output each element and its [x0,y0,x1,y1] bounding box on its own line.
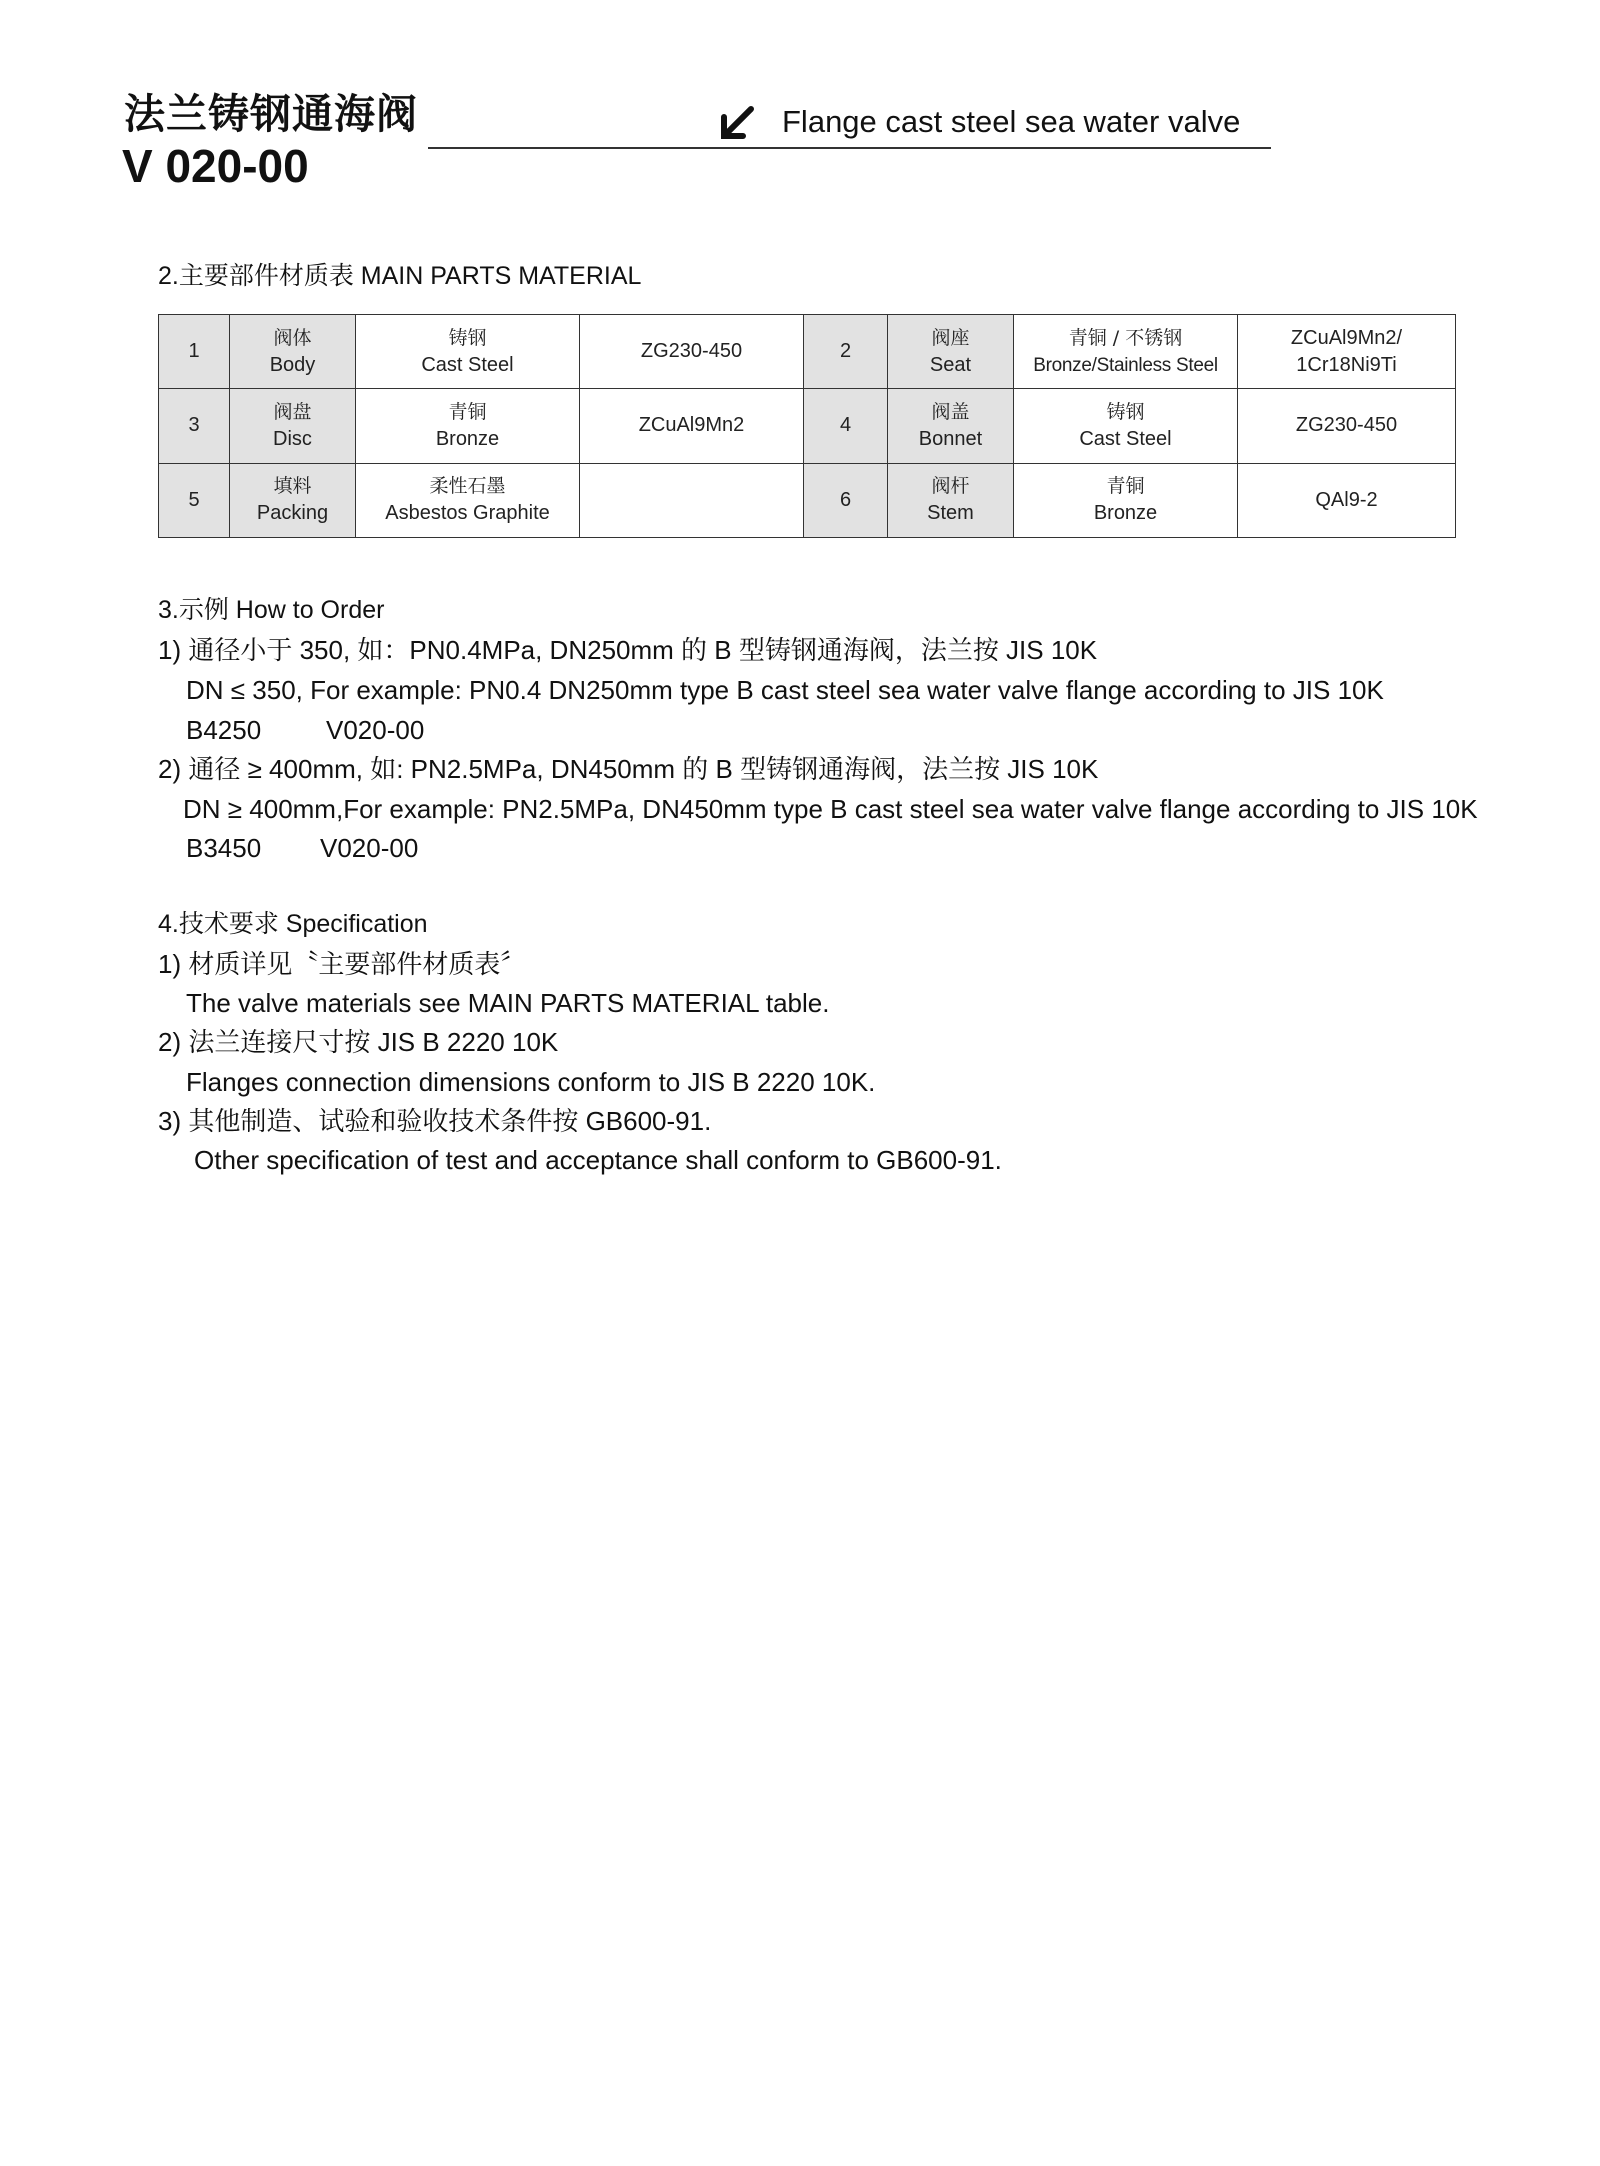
table-row [159,315,1456,389]
part-name-cn: 阀体 [273,326,312,349]
grade-line: QAl9-2 [1315,488,1378,511]
part-material [356,315,580,389]
order-code-1: V020-00 [326,715,425,745]
order-line-4: DN ≥ 400mm,For example: PN2.5MPa, DN450mm type B cast steel sea water valve flange according to JIS 10K [183,794,1478,824]
material-cn: 青铜 [1106,475,1145,498]
grade-line: ZG230-450 [1295,414,1398,437]
order-line-1: 1) 通径小于 350, 如：PN0.4MPa, DN250mm 的 B 型铸钢通海阀，法兰按 JIS 10K [158,635,1098,665]
material-en: Bronze/Stainless Steel [1033,354,1218,376]
order-line-3: 2) 通径 ≥ 400mm, 如: PN2.5MPa, DN450mm 的 B 型铸钢通海阀，法兰按 JIS 10K [158,754,1099,784]
part-name [888,315,1014,389]
part-name-cn: 填料 [273,475,312,498]
title-divider [428,147,1271,149]
part-name-cn: 阀盖 [931,400,970,423]
spec-line-1: 1) 材质详见〝主要部件材质表〞 [158,949,527,979]
order-line-2: DN ≤ 350, For example: PN0.4 DN250mm type B cast steel sea water valve flange according to JIS 10K [186,675,1384,705]
part-name-en: Packing [256,502,329,525]
part-number: 6 [804,463,888,537]
material-en: Asbestos Graphite [385,502,550,525]
order-code-2: V020-00 [320,833,419,863]
part-number: 4 [804,389,888,463]
part-number: 3 [159,389,230,463]
order-model-1: B4250 [186,715,262,745]
model-code: V 020-00 [122,140,309,192]
table-row [159,389,1456,463]
part-grade [1238,315,1456,389]
spec-line-5: 3) 其他制造、试验和验收技术条件按 GB600-91. [158,1106,712,1136]
part-name-cn: 阀盘 [273,400,312,423]
part-number: 1 [159,315,230,389]
part-grade [1238,463,1456,537]
part-grade [580,315,804,389]
table-row [159,463,1456,537]
materials-heading: 2.主要部件材质表 MAIN PARTS MATERIAL [158,262,642,290]
arrow-down-left-icon [718,104,756,142]
part-material [356,463,580,537]
part-name [230,463,356,537]
grade-line: ZG230-450 [640,340,743,363]
part-material [1014,463,1238,537]
material-cn: 铸钢 [1106,400,1145,423]
part-name-cn: 阀座 [931,326,970,349]
order-heading: 3.示例 How to Order [158,596,385,624]
part-name-en: Seat [929,353,972,376]
material-cn: 铸钢 [448,326,487,349]
grade-line: ZCuAl9Mn2/ [1290,326,1403,349]
part-material [1014,389,1238,463]
part-name-en: Stem [927,502,974,525]
part-name [230,315,356,389]
page-title-cn: 法兰铸钢通海阀 [124,90,418,138]
spec-line-3: 2) 法兰连接尺寸按 JIS B 2220 10K [158,1027,559,1057]
material-en: Bronze [435,427,500,450]
spec-heading: 4.技术要求 Specification [158,910,428,938]
spec-line-6: Other specification of test and acceptance shall conform to GB600-91. [194,1145,1002,1175]
part-material [356,389,580,463]
part-number: 2 [804,315,888,389]
grade-line: 1Cr18Ni9Ti [1296,353,1397,376]
grade-line: ZCuAl9Mn2 [638,414,745,437]
part-material [1014,315,1238,389]
part-grade [580,389,804,463]
part-name [888,463,1014,537]
material-cn: 柔性石墨 [429,475,506,498]
spec-line-4: Flanges connection dimensions conform to JIS B 2220 10K. [186,1067,876,1097]
material-en: Cast Steel [421,353,514,376]
materials-table [158,314,1456,538]
page-title-en: Flange cast steel sea water valve [782,104,1241,139]
spec-line-2: The valve materials see MAIN PARTS MATERIAL table. [186,988,830,1018]
part-grade [1238,389,1456,463]
part-name-cn: 阀杆 [931,475,970,498]
material-en: Bronze [1093,502,1158,525]
part-name [888,389,1014,463]
order-model-2: B3450 [186,833,262,863]
material-cn: 青铜 / 不锈钢 [1068,326,1183,349]
part-name-en: Disc [273,427,312,450]
part-name-en: Body [269,353,316,376]
part-grade [580,463,804,537]
part-number: 5 [159,463,230,537]
material-cn: 青铜 [448,400,487,423]
part-name-en: Bonnet [918,427,983,450]
material-en: Cast Steel [1079,427,1172,450]
part-name [230,389,356,463]
